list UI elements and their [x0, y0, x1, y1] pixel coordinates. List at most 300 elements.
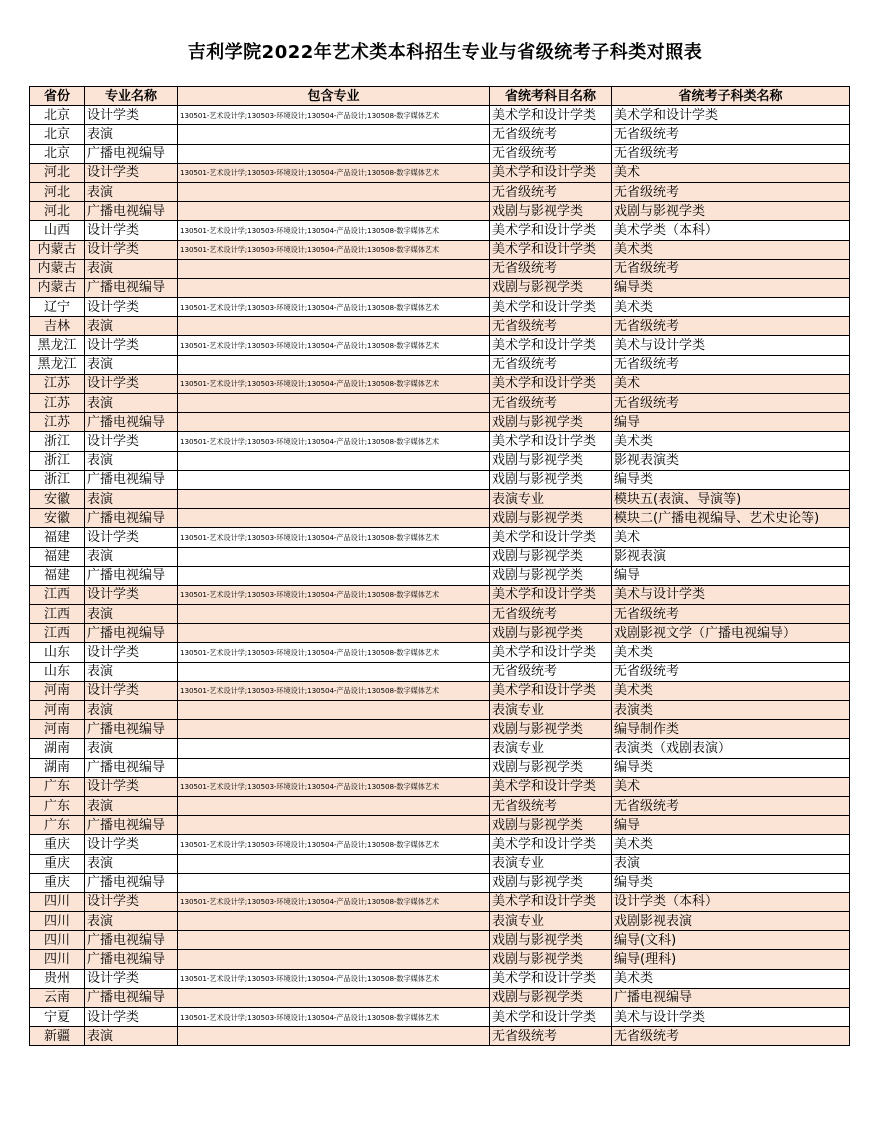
cell-major: 设计学类: [85, 643, 178, 662]
cell-exam-subject: 表演专业: [490, 912, 612, 931]
cell-major: 表演: [85, 547, 178, 566]
cell-included-majors: [178, 470, 490, 489]
cell-exam-subcategory: 美术与设计学类: [612, 585, 850, 604]
cell-exam-subject: 戏剧与影视学类: [490, 873, 612, 892]
cell-included-majors: 130501-艺术设计学;130503-环境设计;130504-产品设计;130508-数字媒体艺术: [178, 643, 490, 662]
table-row: [30, 317, 850, 336]
cell-exam-subcategory: 编导: [612, 566, 850, 585]
cell-exam-subcategory: 美术类: [612, 240, 850, 259]
cell-province: 贵州: [30, 969, 85, 988]
cell-province: 四川: [30, 931, 85, 950]
cell-included-majors: [178, 489, 490, 508]
cell-exam-subject: 美术学和设计学类: [490, 835, 612, 854]
cell-exam-subcategory: 编导(文科): [612, 931, 850, 950]
cell-province: 河北: [30, 163, 85, 182]
cell-exam-subject: 戏剧与影视学类: [490, 950, 612, 969]
cell-exam-subject: 戏剧与影视学类: [490, 816, 612, 835]
cell-exam-subcategory: 无省级统考: [612, 182, 850, 201]
cell-province: 山东: [30, 662, 85, 681]
cell-included-majors: [178, 413, 490, 432]
cell-exam-subcategory: 编导类: [612, 278, 850, 297]
cell-major: 广播电视编导: [85, 278, 178, 297]
cell-exam-subject: 戏剧与影视学类: [490, 509, 612, 528]
cell-included-majors: 130501-艺术设计学;130503-环境设计;130504-产品设计;130508-数字媒体艺术: [178, 374, 490, 393]
table-row: [30, 509, 850, 528]
table-row: [30, 413, 850, 432]
table-row: [30, 739, 850, 758]
cell-included-majors: [178, 816, 490, 835]
table-row: [30, 374, 850, 393]
cell-province: 河南: [30, 720, 85, 739]
cell-exam-subject: 无省级统考: [490, 1027, 612, 1046]
cell-province: 北京: [30, 106, 85, 125]
cell-exam-subcategory: 模块二(广播电视编导、艺术史论等): [612, 509, 850, 528]
cell-exam-subcategory: 无省级统考: [612, 394, 850, 413]
table-header-row: [30, 87, 850, 106]
cell-province: 湖南: [30, 758, 85, 777]
cell-included-majors: [178, 624, 490, 643]
cell-exam-subject: 美术学和设计学类: [490, 432, 612, 451]
cell-exam-subcategory: 美术类: [612, 681, 850, 700]
table-row: [30, 528, 850, 547]
cell-exam-subject: 戏剧与影视学类: [490, 278, 612, 297]
cell-exam-subcategory: 无省级统考: [612, 1027, 850, 1046]
cell-included-majors: 130501-艺术设计学;130503-环境设计;130504-产品设计;130508-数字媒体艺术: [178, 835, 490, 854]
table-row: [30, 662, 850, 681]
table-row: [30, 624, 850, 643]
cell-included-majors: [178, 451, 490, 470]
cell-included-majors: [178, 566, 490, 585]
cell-major: 表演: [85, 182, 178, 201]
cell-major: 设计学类: [85, 681, 178, 700]
cell-major: 表演: [85, 451, 178, 470]
cell-major: 表演: [85, 605, 178, 624]
cell-included-majors: [178, 701, 490, 720]
cell-exam-subcategory: 模块五(表演、导演等): [612, 489, 850, 508]
cell-province: 河北: [30, 182, 85, 201]
cell-exam-subcategory: 美术: [612, 528, 850, 547]
table-row: [30, 106, 850, 125]
cell-exam-subcategory: 无省级统考: [612, 144, 850, 163]
cell-major: 设计学类: [85, 298, 178, 317]
table-row: [30, 701, 850, 720]
cell-included-majors: [178, 125, 490, 144]
cell-exam-subject: 美术学和设计学类: [490, 298, 612, 317]
cell-included-majors: [178, 931, 490, 950]
cell-major: 设计学类: [85, 432, 178, 451]
cell-province: 江西: [30, 624, 85, 643]
cell-province: 湖南: [30, 739, 85, 758]
cell-exam-subject: 戏剧与影视学类: [490, 470, 612, 489]
cell-major: 广播电视编导: [85, 931, 178, 950]
table-row: [30, 758, 850, 777]
table-row: [30, 566, 850, 585]
cell-major: 表演: [85, 912, 178, 931]
cell-major: 表演: [85, 739, 178, 758]
header-major: 专业名称: [85, 87, 178, 106]
table-row: [30, 259, 850, 278]
cell-included-majors: 130501-艺术设计学;130503-环境设计;130504-产品设计;130508-数字媒体艺术: [178, 585, 490, 604]
cell-exam-subcategory: 编导: [612, 413, 850, 432]
table-row: [30, 892, 850, 911]
cell-province: 福建: [30, 528, 85, 547]
cell-major: 广播电视编导: [85, 624, 178, 643]
cell-included-majors: 130501-艺术设计学;130503-环境设计;130504-产品设计;130508-数字媒体艺术: [178, 163, 490, 182]
cell-exam-subject: 美术学和设计学类: [490, 1008, 612, 1027]
cell-major: 设计学类: [85, 221, 178, 240]
cell-major: 广播电视编导: [85, 988, 178, 1007]
cell-exam-subcategory: 影视表演: [612, 547, 850, 566]
cell-major: 表演: [85, 854, 178, 873]
cell-major: 设计学类: [85, 528, 178, 547]
cell-major: 表演: [85, 701, 178, 720]
cell-exam-subject: 无省级统考: [490, 796, 612, 815]
cell-major: 表演: [85, 662, 178, 681]
cell-exam-subcategory: 美术类: [612, 298, 850, 317]
cell-exam-subject: 美术学和设计学类: [490, 163, 612, 182]
cell-exam-subject: 戏剧与影视学类: [490, 758, 612, 777]
cell-included-majors: [178, 394, 490, 413]
cell-exam-subcategory: 戏剧影视表演: [612, 912, 850, 931]
cell-exam-subject: 戏剧与影视学类: [490, 547, 612, 566]
cell-included-majors: 130501-艺术设计学;130503-环境设计;130504-产品设计;130508-数字媒体艺术: [178, 681, 490, 700]
cell-major: 设计学类: [85, 163, 178, 182]
table-row: [30, 796, 850, 815]
cell-province: 广东: [30, 777, 85, 796]
cell-exam-subject: 无省级统考: [490, 125, 612, 144]
cell-included-majors: [178, 739, 490, 758]
cell-province: 安徽: [30, 509, 85, 528]
cell-major: 设计学类: [85, 336, 178, 355]
table-row: [30, 854, 850, 873]
cell-included-majors: [178, 796, 490, 815]
cell-major: 广播电视编导: [85, 509, 178, 528]
cell-exam-subcategory: 美术: [612, 374, 850, 393]
cell-exam-subcategory: 设计学类（本科）: [612, 892, 850, 911]
cell-exam-subject: 表演专业: [490, 489, 612, 508]
cell-exam-subject: 美术学和设计学类: [490, 777, 612, 796]
mapping-table: [29, 86, 850, 1046]
cell-exam-subcategory: 无省级统考: [612, 125, 850, 144]
cell-province: 黑龙江: [30, 355, 85, 374]
cell-included-majors: [178, 988, 490, 1007]
table-row: [30, 202, 850, 221]
table-row: [30, 988, 850, 1007]
cell-exam-subcategory: 编导(理科): [612, 950, 850, 969]
header-exam-subject: 省统考科目名称: [490, 87, 612, 106]
cell-exam-subject: 美术学和设计学类: [490, 374, 612, 393]
cell-major: 表演: [85, 394, 178, 413]
cell-province: 江西: [30, 585, 85, 604]
cell-province: 河北: [30, 202, 85, 221]
table-row: [30, 355, 850, 374]
cell-province: 新疆: [30, 1027, 85, 1046]
cell-exam-subject: 美术学和设计学类: [490, 969, 612, 988]
cell-province: 河南: [30, 681, 85, 700]
cell-exam-subject: 表演专业: [490, 854, 612, 873]
cell-major: 设计学类: [85, 777, 178, 796]
cell-exam-subcategory: 戏剧与影视学类: [612, 202, 850, 221]
cell-exam-subcategory: 编导类: [612, 873, 850, 892]
cell-exam-subcategory: 无省级统考: [612, 605, 850, 624]
cell-exam-subcategory: 美术学和设计学类: [612, 106, 850, 125]
cell-included-majors: 130501-艺术设计学;130503-环境设计;130504-产品设计;130508-数字媒体艺术: [178, 969, 490, 988]
cell-exam-subcategory: 美术类: [612, 432, 850, 451]
cell-included-majors: 130501-艺术设计学;130503-环境设计;130504-产品设计;130508-数字媒体艺术: [178, 1008, 490, 1027]
table-row: [30, 432, 850, 451]
cell-exam-subcategory: 美术与设计学类: [612, 1008, 850, 1027]
cell-major: 设计学类: [85, 585, 178, 604]
cell-included-majors: [178, 854, 490, 873]
header-province: 省份: [30, 87, 85, 106]
cell-included-majors: 130501-艺术设计学;130503-环境设计;130504-产品设计;130508-数字媒体艺术: [178, 432, 490, 451]
cell-exam-subject: 美术学和设计学类: [490, 892, 612, 911]
cell-province: 河南: [30, 701, 85, 720]
cell-major: 表演: [85, 259, 178, 278]
cell-province: 浙江: [30, 451, 85, 470]
cell-included-majors: [178, 355, 490, 374]
table-row: [30, 1027, 850, 1046]
cell-major: 设计学类: [85, 892, 178, 911]
table-row: [30, 182, 850, 201]
cell-included-majors: [178, 758, 490, 777]
cell-exam-subject: 无省级统考: [490, 662, 612, 681]
table-row: [30, 298, 850, 317]
cell-major: 表演: [85, 355, 178, 374]
cell-exam-subcategory: 无省级统考: [612, 259, 850, 278]
cell-exam-subject: 无省级统考: [490, 182, 612, 201]
cell-province: 内蒙古: [30, 278, 85, 297]
cell-exam-subcategory: 编导类: [612, 470, 850, 489]
table-row: [30, 336, 850, 355]
header-exam-subcategory: 省统考子科类名称: [612, 87, 850, 106]
table-row: [30, 950, 850, 969]
cell-exam-subject: 无省级统考: [490, 605, 612, 624]
cell-province: 广东: [30, 816, 85, 835]
cell-province: 山西: [30, 221, 85, 240]
cell-exam-subject: 美术学和设计学类: [490, 681, 612, 700]
cell-major: 广播电视编导: [85, 202, 178, 221]
cell-exam-subcategory: 表演类: [612, 701, 850, 720]
cell-included-majors: 130501-艺术设计学;130503-环境设计;130504-产品设计;130508-数字媒体艺术: [178, 298, 490, 317]
cell-exam-subject: 戏剧与影视学类: [490, 451, 612, 470]
table-row: [30, 681, 850, 700]
cell-exam-subcategory: 美术类: [612, 835, 850, 854]
cell-province: 江苏: [30, 394, 85, 413]
cell-included-majors: [178, 605, 490, 624]
cell-province: 黑龙江: [30, 336, 85, 355]
cell-major: 设计学类: [85, 106, 178, 125]
cell-major: 广播电视编导: [85, 566, 178, 585]
cell-included-majors: [178, 873, 490, 892]
cell-included-majors: [178, 182, 490, 201]
cell-province: 北京: [30, 125, 85, 144]
cell-major: 表演: [85, 317, 178, 336]
cell-major: 广播电视编导: [85, 413, 178, 432]
cell-included-majors: [178, 278, 490, 297]
cell-exam-subcategory: 无省级统考: [612, 796, 850, 815]
table-row: [30, 643, 850, 662]
cell-exam-subcategory: 无省级统考: [612, 317, 850, 336]
table-row: [30, 221, 850, 240]
cell-included-majors: [178, 662, 490, 681]
cell-major: 表演: [85, 489, 178, 508]
cell-included-majors: 130501-艺术设计学;130503-环境设计;130504-产品设计;130508-数字媒体艺术: [178, 240, 490, 259]
cell-major: 广播电视编导: [85, 144, 178, 163]
table-row: [30, 547, 850, 566]
cell-province: 福建: [30, 566, 85, 585]
table-row: [30, 931, 850, 950]
cell-included-majors: 130501-艺术设计学;130503-环境设计;130504-产品设计;130508-数字媒体艺术: [178, 892, 490, 911]
cell-province: 重庆: [30, 835, 85, 854]
cell-exam-subject: 表演专业: [490, 739, 612, 758]
cell-major: 表演: [85, 125, 178, 144]
cell-exam-subcategory: 美术类: [612, 969, 850, 988]
page-title: 吉利学院2022年艺术类本科招生专业与省级统考子科类对照表: [187, 42, 703, 63]
cell-province: 四川: [30, 912, 85, 931]
table-row: [30, 470, 850, 489]
cell-province: 辽宁: [30, 298, 85, 317]
cell-exam-subcategory: 影视表演类: [612, 451, 850, 470]
cell-exam-subcategory: 无省级统考: [612, 662, 850, 681]
cell-province: 江苏: [30, 413, 85, 432]
cell-included-majors: 130501-艺术设计学;130503-环境设计;130504-产品设计;130508-数字媒体艺术: [178, 777, 490, 796]
cell-exam-subject: 无省级统考: [490, 355, 612, 374]
cell-exam-subject: 无省级统考: [490, 394, 612, 413]
table-row: [30, 144, 850, 163]
cell-exam-subject: 无省级统考: [490, 317, 612, 336]
cell-exam-subcategory: 美术: [612, 163, 850, 182]
cell-province: 福建: [30, 547, 85, 566]
cell-exam-subcategory: 编导制作类: [612, 720, 850, 739]
cell-exam-subcategory: 无省级统考: [612, 355, 850, 374]
cell-exam-subject: 戏剧与影视学类: [490, 413, 612, 432]
table-row: [30, 1008, 850, 1027]
cell-exam-subject: 戏剧与影视学类: [490, 931, 612, 950]
cell-major: 设计学类: [85, 374, 178, 393]
cell-exam-subcategory: 戏剧影视文学（广播电视编导）: [612, 624, 850, 643]
cell-province: 江西: [30, 605, 85, 624]
table-row: [30, 489, 850, 508]
cell-major: 设计学类: [85, 240, 178, 259]
cell-included-majors: [178, 950, 490, 969]
cell-included-majors: 130501-艺术设计学;130503-环境设计;130504-产品设计;130508-数字媒体艺术: [178, 106, 490, 125]
cell-included-majors: 130501-艺术设计学;130503-环境设计;130504-产品设计;130508-数字媒体艺术: [178, 221, 490, 240]
table-row: [30, 240, 850, 259]
cell-exam-subject: 无省级统考: [490, 259, 612, 278]
table-row: [30, 278, 850, 297]
cell-included-majors: [178, 547, 490, 566]
table-row: [30, 816, 850, 835]
cell-major: 设计学类: [85, 1008, 178, 1027]
cell-included-majors: [178, 144, 490, 163]
cell-province: 浙江: [30, 432, 85, 451]
cell-province: 重庆: [30, 873, 85, 892]
cell-province: 北京: [30, 144, 85, 163]
cell-included-majors: [178, 202, 490, 221]
cell-exam-subcategory: 编导: [612, 816, 850, 835]
cell-exam-subject: 表演专业: [490, 701, 612, 720]
cell-province: 四川: [30, 892, 85, 911]
cell-province: 四川: [30, 950, 85, 969]
table-row: [30, 394, 850, 413]
cell-major: 表演: [85, 1027, 178, 1046]
cell-included-majors: 130501-艺术设计学;130503-环境设计;130504-产品设计;130508-数字媒体艺术: [178, 336, 490, 355]
cell-exam-subject: 美术学和设计学类: [490, 221, 612, 240]
cell-exam-subcategory: 美术与设计学类: [612, 336, 850, 355]
cell-major: 广播电视编导: [85, 758, 178, 777]
table-row: [30, 777, 850, 796]
cell-major: 广播电视编导: [85, 950, 178, 969]
cell-exam-subcategory: 美术: [612, 777, 850, 796]
cell-exam-subject: 美术学和设计学类: [490, 528, 612, 547]
cell-exam-subcategory: 美术类: [612, 643, 850, 662]
cell-major: 设计学类: [85, 969, 178, 988]
cell-exam-subject: 美术学和设计学类: [490, 106, 612, 125]
cell-exam-subject: 戏剧与影视学类: [490, 988, 612, 1007]
cell-province: 江苏: [30, 374, 85, 393]
table-row: [30, 912, 850, 931]
cell-major: 表演: [85, 796, 178, 815]
cell-exam-subject: 美术学和设计学类: [490, 585, 612, 604]
cell-included-majors: 130501-艺术设计学;130503-环境设计;130504-产品设计;130508-数字媒体艺术: [178, 528, 490, 547]
cell-exam-subcategory: 表演类（戏剧表演）: [612, 739, 850, 758]
cell-included-majors: [178, 1027, 490, 1046]
cell-province: 重庆: [30, 854, 85, 873]
table-row: [30, 873, 850, 892]
cell-exam-subcategory: 广播电视编导: [612, 988, 850, 1007]
cell-exam-subcategory: 表演: [612, 854, 850, 873]
table-row: [30, 969, 850, 988]
cell-province: 浙江: [30, 470, 85, 489]
cell-province: 内蒙古: [30, 259, 85, 278]
table-row: [30, 605, 850, 624]
cell-included-majors: [178, 509, 490, 528]
cell-major: 广播电视编导: [85, 873, 178, 892]
cell-exam-subject: 戏剧与影视学类: [490, 720, 612, 739]
cell-province: 广东: [30, 796, 85, 815]
cell-major: 广播电视编导: [85, 470, 178, 489]
cell-province: 吉林: [30, 317, 85, 336]
cell-exam-subject: 美术学和设计学类: [490, 336, 612, 355]
table-row: [30, 451, 850, 470]
cell-exam-subject: 美术学和设计学类: [490, 643, 612, 662]
cell-exam-subject: 美术学和设计学类: [490, 240, 612, 259]
table-body: [30, 106, 850, 1046]
cell-province: 宁夏: [30, 1008, 85, 1027]
table-row: [30, 125, 850, 144]
table-row: [30, 585, 850, 604]
cell-major: 设计学类: [85, 835, 178, 854]
header-included-majors: 包含专业: [178, 87, 490, 106]
cell-exam-subject: 无省级统考: [490, 144, 612, 163]
cell-province: 山东: [30, 643, 85, 662]
cell-included-majors: [178, 912, 490, 931]
cell-major: 广播电视编导: [85, 720, 178, 739]
table-row: [30, 163, 850, 182]
cell-exam-subcategory: 美术学类（本科）: [612, 221, 850, 240]
cell-included-majors: [178, 317, 490, 336]
cell-major: 广播电视编导: [85, 816, 178, 835]
cell-included-majors: [178, 259, 490, 278]
cell-exam-subject: 戏剧与影视学类: [490, 566, 612, 585]
cell-province: 内蒙古: [30, 240, 85, 259]
table-row: [30, 835, 850, 854]
cell-included-majors: [178, 720, 490, 739]
cell-exam-subject: 戏剧与影视学类: [490, 624, 612, 643]
cell-province: 安徽: [30, 489, 85, 508]
cell-exam-subcategory: 编导类: [612, 758, 850, 777]
